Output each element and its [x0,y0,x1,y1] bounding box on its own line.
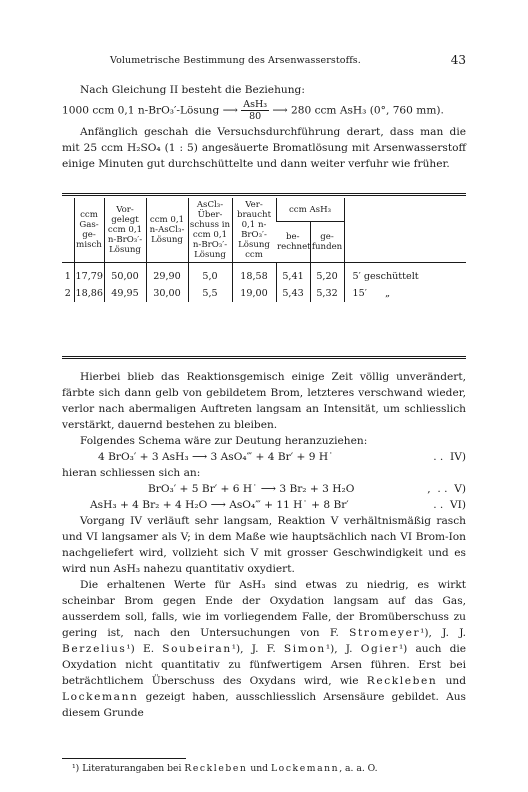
text-run: Die erhaltenen Werte für AsH₃ sind etwas zu niedrig, es wirkt scheinbar Brom gegen Ende der Oxydation langsam auf das Gas, ausserdem soll, falls, wie im vorliegendem Falle, der Bromüberschuss zu gering ist, nach den Untersuchungen von F. [62,579,466,639]
intro-block [62,82,466,172]
cell-verbraucht: 18,58 [232,263,276,286]
cell-berechnet: 5,41 [276,263,310,286]
table-row [62,263,466,286]
paragraph-observation: Hierbei blieb das Reaktionsgemisch einige Zeit völlig unverändert, färbte sich dann gelb von gebildetem Brom, letzteres verschwand wieder, verlor nach abermaligen Auftreten langsam an Intensität, um schliesslich verstärkt, dauernd bestehen zu bleiben. [62,371,466,431]
text-run: gezeigt haben, ausschliesslich Arsensäure gebildet. Aus diesem Grunde [62,691,466,719]
text-run: ¹), J. F. [231,643,276,655]
footnote-text: und [250,763,269,774]
cell-nr: 1 [64,271,71,282]
footnote-author-lockemann: Lockemann [270,763,340,774]
cell-gefunden: 5,20 [310,263,344,286]
author-ogier: Ogier [360,643,399,655]
cell-verbraucht: 19,00 [232,285,276,302]
cell-remark: 15′ „ [344,285,466,302]
cell-vorgelegt: 49,95 [104,285,146,302]
fraction-denominator: 80 [249,111,262,122]
col-berechnet: be-rechnet [276,222,310,263]
fraction-numerator: AsH₃ [243,99,268,110]
table-top-rule [62,193,466,196]
equation-vi-tag: . . VI) [433,499,466,511]
paragraph-results [62,577,466,721]
table-bottom-rule [62,356,466,359]
col-ash3-group: ccm AsH₃ [276,198,344,222]
cell-gefunden: 5,32 [310,285,344,302]
equation-v-body: BrO₃′ + 5 Br′ + 6 H˙ ⟶ 3 Br₂ + 3 H₂O [148,483,355,495]
author-reckleben: Reckleben [366,675,438,687]
author-berzelius: Berzelius [62,643,127,655]
page-number: 43 [450,53,466,67]
results-table [62,198,466,302]
cell-ueberschuss: 5,0 [188,263,232,286]
text-run: ¹) E. [126,643,155,655]
main-text [62,369,466,721]
equation-v-tag: , . . V) [427,483,466,495]
col-remark [344,198,466,263]
author-lockemann: Lockemann [62,691,139,703]
col-ascl-loesung: ccm 0,1 n-AsCl₃-Lösung [146,198,188,263]
col-nr [62,198,74,263]
footnote-text: ¹) Literaturangaben bei [72,763,182,774]
text-run: ¹), J. [325,643,353,655]
cell-ueberschuss: 5,5 [188,285,232,302]
cell-berechnet: 5,43 [276,285,310,302]
cell-vorgelegt: 50,00 [104,263,146,286]
table-row [62,285,466,302]
equation-iv-body: 4 BrO₃′ + 3 AsH₃ ⟶ 3 AsO₄‴ + 4 Br′ + 9 H˙ [98,451,334,463]
equation-vi [62,497,466,513]
col-gasgemisch: ccm Gas-ge-misch [74,198,104,263]
equation-right: ⟶ 280 ccm AsH₃ (0°, 760 mm). [272,104,444,117]
col-ascl-ueberschuss: AsCl₃-Über-schuss in ccm 0,1 n-BrO₃′-Lösung [188,198,232,263]
equation-iv-tag: . . IV) [433,451,466,463]
equation-vi-body: AsH₃ + 4 Br₂ + 4 H₂O ⟶ AsO₄‴ + 11 H˙ + 8 Br′ [90,499,349,511]
text-run: ¹) auch die Oxydation nicht quantitativ zu fünfwertigem Arsen führen. Erst bei beträchtlichem Überschuss des Oxydans wird, wie [62,643,467,687]
equation-fraction [241,99,269,122]
footnote [72,763,378,774]
intro-line: Nach Gleichung II besteht die Beziehung: [80,84,305,96]
footnote-rule [62,758,186,759]
col-gefunden: ge-funden [310,222,344,263]
cell-ascl: 30,00 [146,285,188,302]
cell-nr: 2 [64,288,71,299]
equation-left: 1000 ccm 0,1 n-BrO₃′-Lösung ⟶ [62,104,238,117]
col-vorgelegt: Vor-gelegt ccm 0,1 n-BrO₃′-Lösung [104,198,146,263]
page-header [62,55,466,71]
relation-equation [62,99,466,122]
cell-remark: 5′ geschüttelt [344,263,466,286]
footnote-author-reckleben: Reckleben [184,763,248,774]
text-run: und [445,675,467,687]
col-verbraucht: Ver-braucht 0,1 n-BrO₃′-Lösung ccm [232,198,276,263]
paragraph-connect: hieran schliessen sich an: [62,467,201,479]
cell-gas: 18,86 [74,285,104,302]
paragraph-kinetics: Vorgang IV verläuft sehr langsam, Reaktion V verhältnismäßig rasch und VI langsamer als V; in dem Maße wie hauptsächlich nach VI Brom-Ion nachgeliefert wird, vollzieht sich V mit grosser Geschwindigkeit und es wird nun AsH₃ nahezu quantitativ oxydiert. [62,515,466,575]
cell-gas: 17,79 [74,263,104,286]
text-run: ¹), J. J. [420,627,466,639]
intro-paragraph: Anfänglich geschah die Versuchsdurchführung derart, dass man die mit 25 ccm H₂SO₄ (1 : 5) angesäuerte Bromatlösung mit Arsenwasserstoff einige Minuten gut durchschüttelte und dann weiter verfuhr wie früher. [62,126,466,170]
running-title: Volumetrische Bestimmung des Arsenwasserstoffs. [110,55,361,66]
author-soubeiran: Soubeiran [162,643,232,655]
cell-ascl: 29,90 [146,263,188,286]
paragraph-scheme-intro: Folgendes Schema wäre zur Deutung heranzuziehen: [80,435,368,447]
equation-iv [62,449,466,465]
author-simon: Simon [283,643,326,655]
author-stromeyer: Stromeyer [349,627,421,639]
footnote-text: , a. a. O. [339,763,378,774]
equation-v [62,481,466,497]
